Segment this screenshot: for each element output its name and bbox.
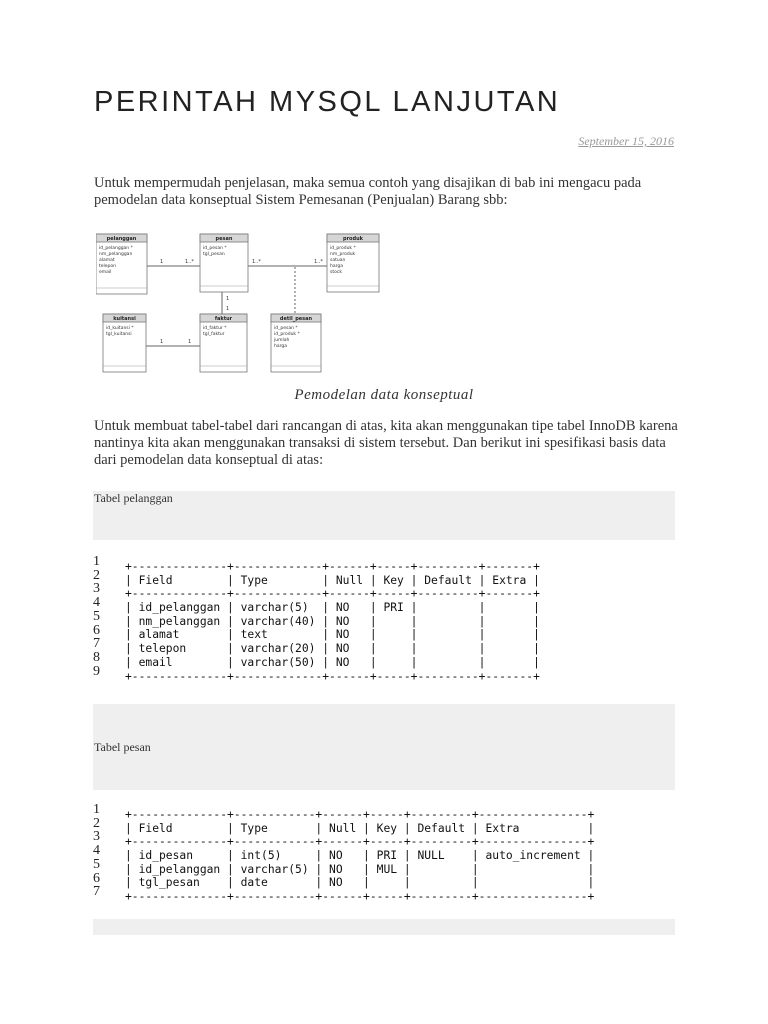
table-pesan-label: Tabel pesan [94, 740, 151, 754]
entity-box [103, 314, 146, 372]
entity-attribute: id_kuitansi * [106, 326, 134, 331]
entity-attribute: id_faktur * [203, 326, 227, 331]
entity-name: detil_pesan [279, 316, 313, 322]
line-number: 3 [93, 829, 100, 845]
code-line: | nm_pelanggan | varchar(40) | NO | | | | [125, 614, 540, 628]
code-line: | id_pelanggan | varchar(5) | NO | PRI | | | [125, 601, 540, 615]
entity-attribute: id_pesan * [274, 326, 298, 331]
code-line: | id_pelanggan | varchar(5) | NO | MUL | | | [125, 862, 595, 876]
spec-paragraph: Untuk membuat tabel-tabel dari rancangan di atas, kita akan menggunakan tipe tabel InnoDB karena nantinya kita akan menggunakan transaksi di sistem tersebut. Dan berikut ini spesifikasi basis data dari pemodelan data konseptual di atas: [94, 418, 678, 468]
entity-attribute: tgl_faktur [203, 332, 225, 337]
code-line: | id_pesan | int(5) | NO | PRI | NULL | auto_increment | [125, 849, 595, 863]
table-pelanggan-code [93, 555, 675, 701]
code-line: | Field | Type | Null | Key | Default | Extra | [125, 573, 540, 587]
entity-attribute: nm_pelanggan [99, 252, 133, 257]
entity-attribute: id_pelanggan * [99, 246, 133, 251]
entity-group [96, 234, 379, 372]
entity-name: produk [343, 236, 363, 242]
line-number: 5 [93, 608, 100, 624]
er-diagram-svg [96, 230, 382, 378]
line-number: 4 [93, 843, 100, 859]
entity-attribute: jumlah [274, 338, 290, 343]
entity-box [200, 234, 248, 292]
line-number: 5 [93, 856, 100, 872]
entity-produk [327, 234, 379, 292]
code-line: | telepon | varchar(20) | NO | | | | [125, 642, 540, 656]
line-number: 2 [93, 567, 100, 583]
code-line: | alamat | text | NO | | | | [125, 628, 540, 642]
entity-attribute: harga [274, 344, 287, 349]
code-line: | Field | Type | Null | Key | Default | Extra | [125, 821, 595, 835]
line-number: 1 [93, 802, 100, 817]
code-line: | email | varchar(50) | NO | | | | [125, 655, 540, 669]
code-text [125, 560, 540, 683]
entity-attribute: nm_produk [330, 252, 356, 257]
entity-attribute: id_produk * [274, 332, 300, 337]
entity-detil-pesan [271, 314, 321, 372]
entity-kuitansi [103, 314, 146, 372]
table-pesan-footer-box [93, 919, 675, 935]
post-date-link[interactable]: September 15, 2016 [578, 134, 674, 148]
line-number: 3 [93, 581, 100, 597]
entity-box [327, 234, 379, 292]
entity-faktur [200, 314, 247, 372]
line-number: 6 [93, 622, 100, 638]
table-pesan-header-box [93, 704, 675, 790]
entity-attribute: telepon [99, 264, 117, 269]
table-pelanggan-header-box [93, 491, 675, 540]
table-pelanggan-label: Tabel pelanggan [94, 491, 173, 505]
mult-label: 1..* [252, 259, 261, 265]
entity-attribute: satuan [330, 258, 346, 263]
line-number: 1 [93, 554, 100, 569]
line-numbers [93, 555, 100, 678]
mult-label: 1 [188, 339, 192, 345]
entity-pesan [200, 234, 248, 292]
entity-name: pesan [215, 236, 233, 242]
mult-label: 1..* [314, 259, 323, 265]
er-diagram [96, 230, 382, 378]
entity-box [200, 314, 247, 372]
intro-paragraph: Untuk mempermudah penjelasan, maka semua contoh yang disajikan di bab ini mengacu pada pemodelan data konseptual Sistem Pemesanan (Penjualan) Barang sbb: [94, 175, 642, 208]
line-numbers [93, 803, 100, 899]
code-line: | tgl_pesan | date | NO | | | | [125, 876, 595, 890]
mult-label: 1 [160, 259, 164, 265]
entity-name: faktur [214, 316, 233, 322]
entity-name: pelanggan [106, 236, 137, 242]
code-line: +--------------+-------------+------+-----+---------+-------+ [125, 587, 540, 601]
entity-attribute: email [99, 270, 112, 275]
code-line: +--------------+------------+------+-----+---------+----------------+ [125, 890, 595, 904]
entity-attribute: id_produk * [330, 246, 356, 251]
code-text [125, 808, 594, 904]
figure-caption: Pemodelan data konseptual [294, 387, 474, 403]
code-line: +--------------+-------------+------+-----+---------+-------+ [125, 560, 540, 573]
entity-box [271, 314, 321, 372]
entity-attribute: tgl_pesan [203, 252, 225, 257]
line-number: 2 [93, 815, 100, 831]
code-line: +--------------+------------+------+-----+---------+----------------+ [125, 808, 595, 821]
code-line: +--------------+------------+------+-----+---------+----------------+ [125, 835, 595, 849]
line-number: 9 [93, 663, 100, 679]
line-number: 7 [93, 636, 100, 652]
entity-pelanggan [96, 234, 147, 294]
line-number: 8 [93, 649, 100, 665]
table-pesan-code [93, 803, 675, 918]
mult-label: 1 [160, 339, 164, 345]
entity-attribute: stock [330, 270, 342, 275]
line-number: 4 [93, 595, 100, 611]
entity-attribute: alamat [99, 258, 115, 263]
entity-name: kuitansi [113, 316, 136, 322]
line-number: 7 [93, 884, 100, 900]
mult-label: 1 [226, 306, 230, 312]
entity-attribute: harga [330, 264, 343, 269]
mult-label: 1..* [185, 259, 194, 265]
entity-attribute: id_pesan * [203, 246, 227, 251]
mult-label: 1 [226, 296, 230, 302]
code-line: +--------------+-------------+------+-----+---------+-------+ [125, 669, 540, 683]
line-number: 6 [93, 870, 100, 886]
entity-attribute: tgl_kuitansi [106, 332, 132, 337]
page-title: PERINTAH MYSQL LANJUTAN [94, 86, 561, 118]
